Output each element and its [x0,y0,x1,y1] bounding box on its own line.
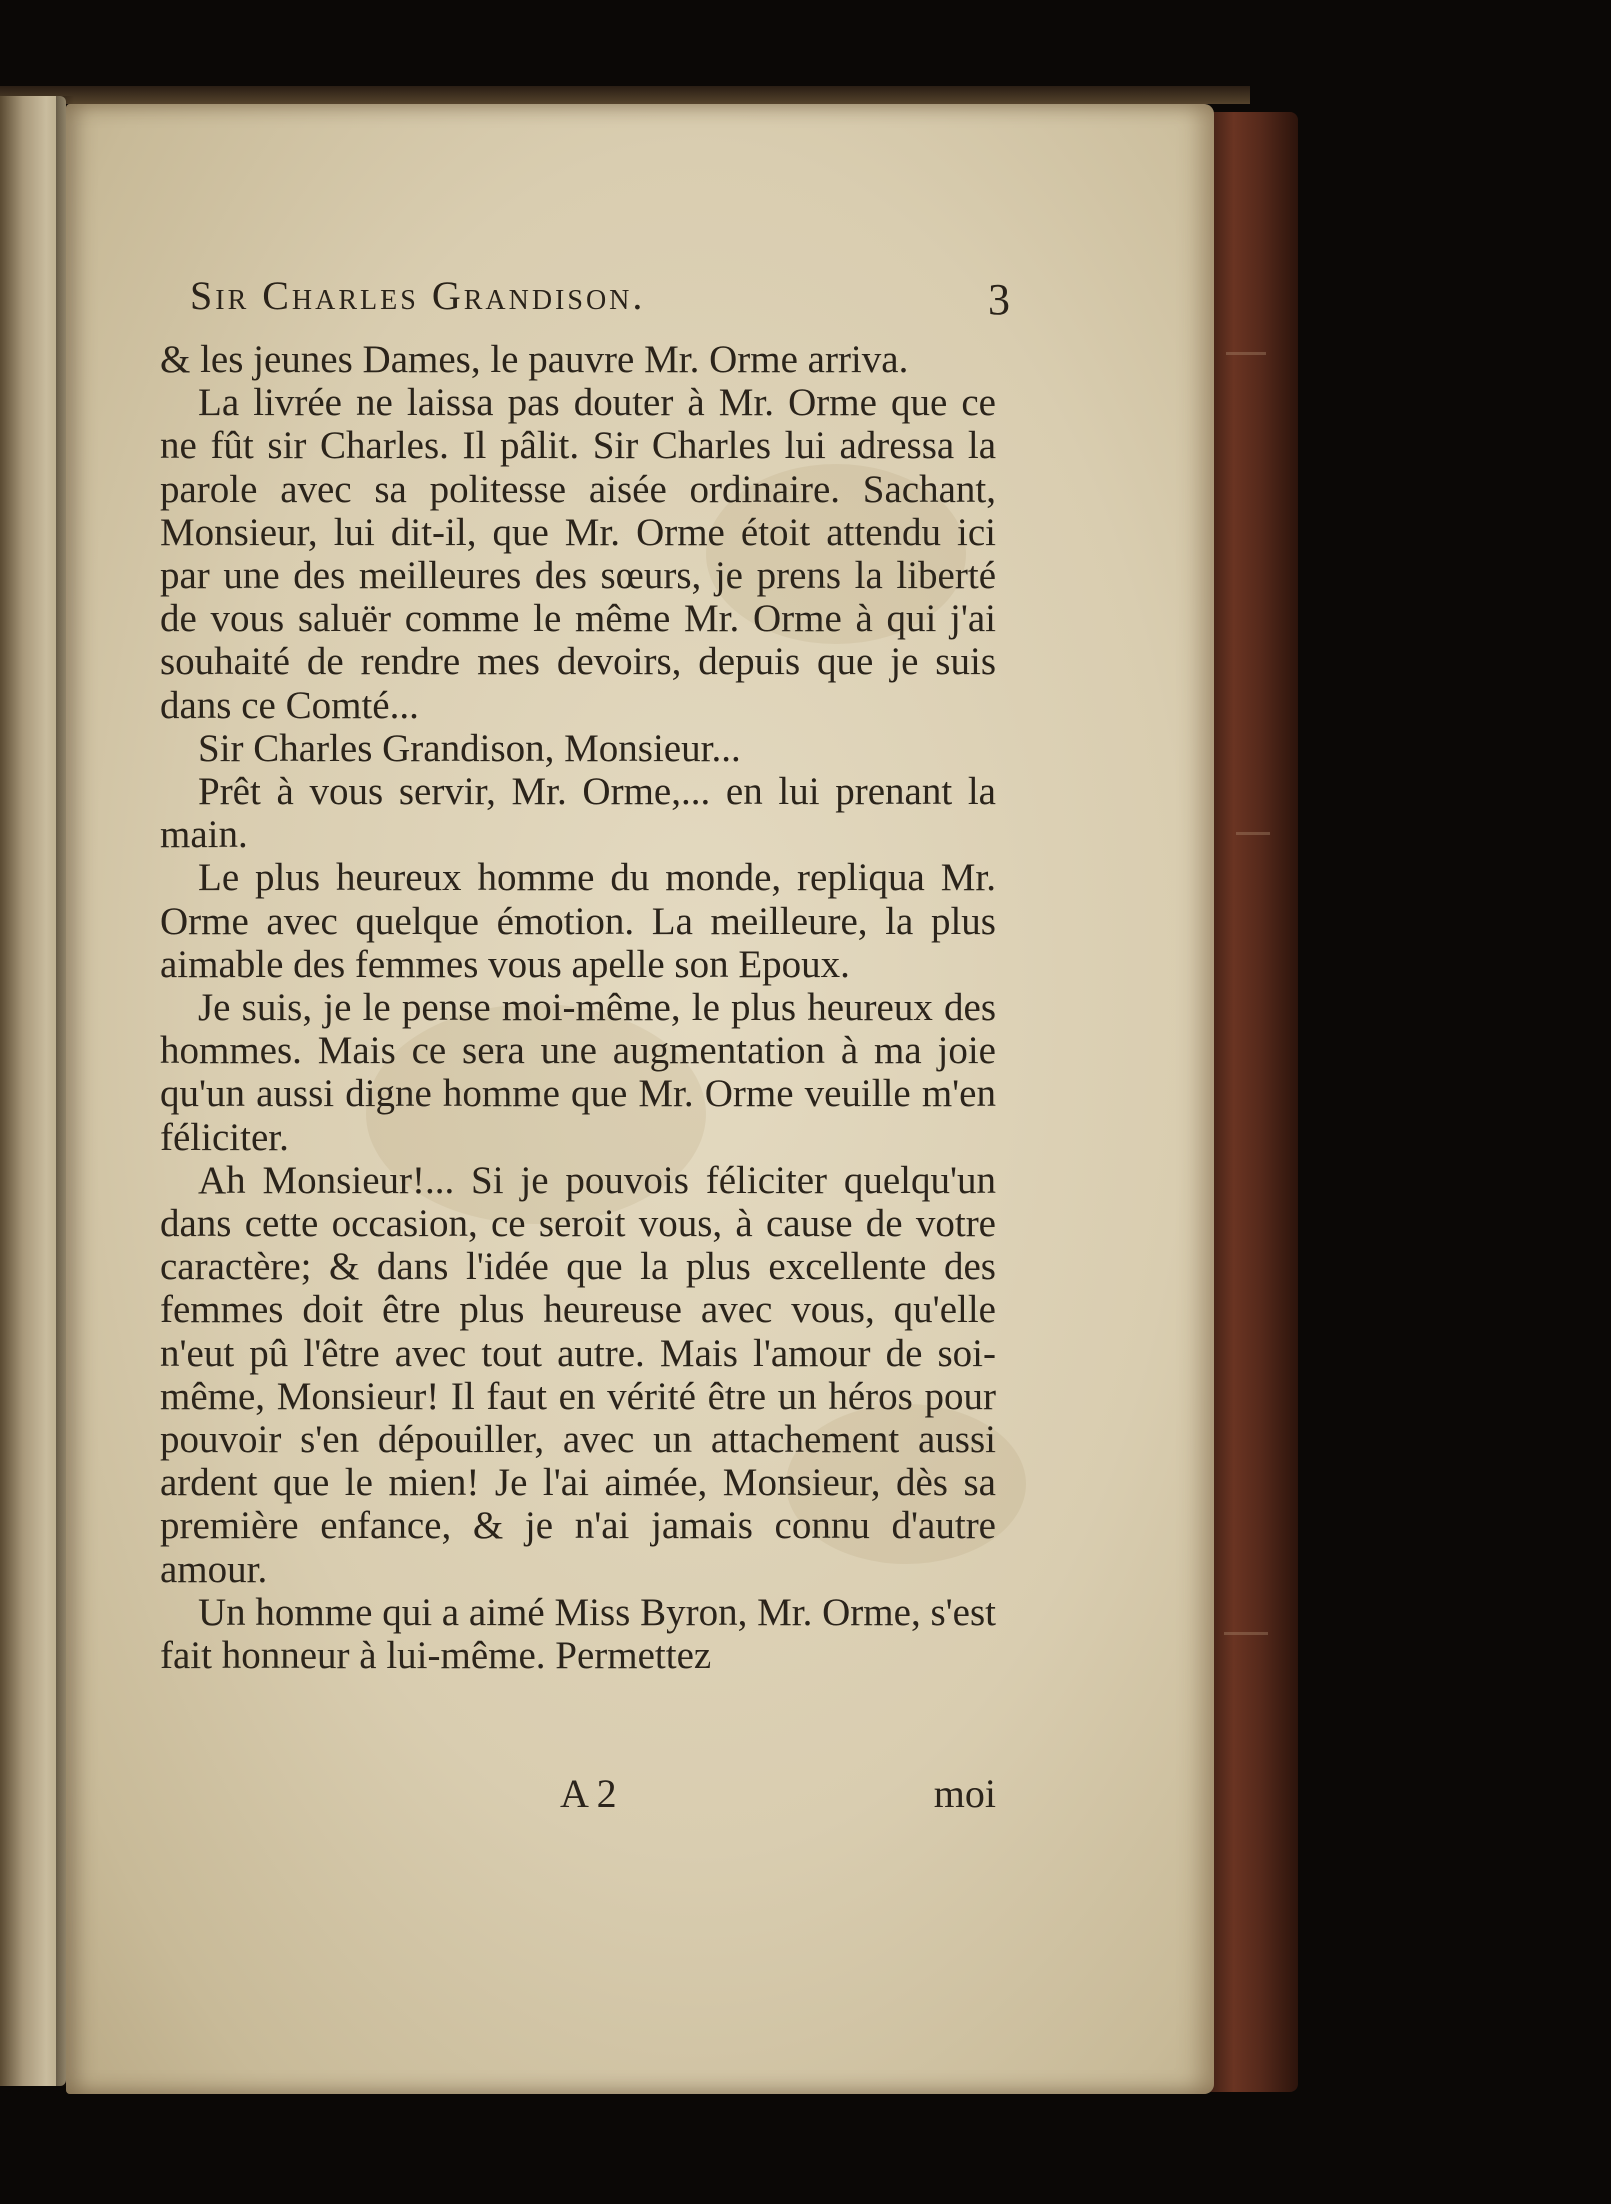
signature-mark: A 2 [560,1771,617,1816]
paragraph: Un homme qui a aimé Miss Byron, Mr. Orme, s'est fait honneur à lui-même. Permettez [160,1590,996,1678]
cover-wear-mark [1226,352,1266,355]
paragraph: La livrée ne laissa pas douter à Mr. Orme que ce ne fût sir Charles. Il pâlit. Sir Charles lui adressa la parole avec sa politesse aisée ordinaire. Sachant, Monsieur, lui dit-il, que Mr. Orme étoit attendu ici par une des meilleures des sœurs, je prens la liberté de vous saluër comme le même Mr. Orme à qui j'ai souhaité de rendre mes devoirs, depuis que je suis dans ce Comté... [160,381,996,727]
board-top-edge [0,86,1250,104]
paragraph: Sir Charles Grandison, Monsieur... [198,726,741,770]
cover-wear-mark [1236,832,1270,835]
catchword: moi [933,1771,996,1816]
book-cover-edge [1206,112,1298,2092]
paragraph: Prêt à vous servir, Mr. Orme,... en lui prenant la main. [160,770,996,857]
paragraph: Je suis, je le pense moi-même, le plus heureux des hommes. Mais ce sera une augmentation à ma joie qu'un aussi digne homme que Mr. Orme veuille m'en féliciter. [160,986,996,1159]
cover-wear-mark [1224,1632,1268,1635]
body-text [160,338,996,1677]
paragraph: Le plus heureux homme du monde, repliqua Mr. Orme avec quelque émotion. La meilleure, la plus aimable des femmes vous apelle son Epoux. [160,856,996,986]
page-number: 3 [988,275,1010,324]
running-head: Sir Charles Grandison. [190,273,646,318]
paragraph: Ah Monsieur!... Si je pouvois féliciter quelqu'un dans cette occasion, ce seroit vous, à cause de votre caractère; & dans l'idée que la plus excellente des femmes doit être plus heureuse avec vous, qu'elle n'eut pû l'être avec tout autre. Mais l'amour de soi-même, Monsieur! Il faut en vérité être un héros pour pouvoir s'en dépouiller, avec un attachement aussi ardent que le mien! Je l'ai aimée, Monsieur, dès sa première enfance, & je n'ai jamais connu d'autre amour. [160,1158,996,1591]
page-header [190,272,1010,332]
paragraph: & les jeunes Dames, le pauvre Mr. Orme arriva. [160,338,909,381]
page-footer [160,1770,996,1820]
